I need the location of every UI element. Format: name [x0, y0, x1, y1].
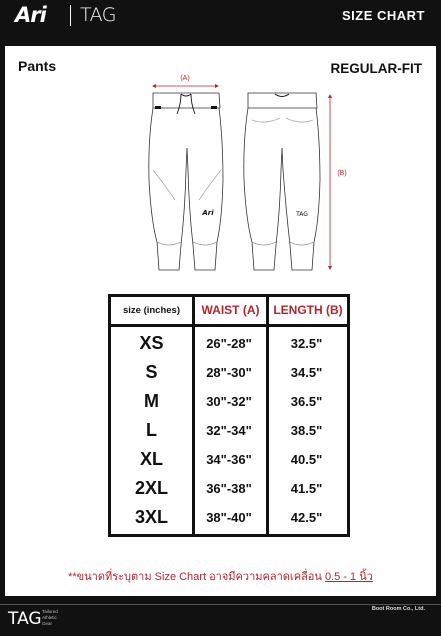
size-cell: L: [146, 420, 157, 440]
front-pocket-left: [155, 106, 161, 109]
length-cell: 42.5": [290, 510, 323, 525]
waist-cell: 32"-34": [206, 423, 252, 438]
waist-cell: 38"-40": [206, 510, 252, 525]
waist-cell: 26"-28": [206, 336, 252, 351]
size-chart-panel: [5, 46, 436, 596]
tag-logo: TAG: [80, 4, 117, 26]
table-row: [111, 358, 347, 387]
pants-diagram: [135, 70, 365, 300]
length-cell: 41.5": [290, 481, 323, 496]
label-a: (A): [180, 75, 190, 82]
header-waist: WAIST (A): [192, 297, 266, 324]
table-row: [111, 503, 347, 532]
ari-logo: Ari: [15, 3, 46, 27]
footer-company: Boot Room Co., Ltd.: [371, 606, 425, 612]
table-row: [111, 445, 347, 474]
length-cell: 38.5": [290, 423, 323, 438]
page-title: SIZE CHART: [342, 8, 425, 23]
note-text: **ขนาดที่ระบุตาม Size Chart อาจมีความคลาดเคลื่อน: [68, 571, 325, 583]
table-row: [111, 329, 347, 358]
waist-cell: 28"-30": [206, 365, 252, 380]
size-cell: XS: [139, 333, 164, 353]
front-logo: Ari: [202, 209, 214, 217]
table-body: [111, 327, 347, 534]
size-cell: M: [144, 391, 159, 411]
length-cell: 36.5": [290, 394, 323, 409]
front-drawstring: [177, 94, 195, 114]
front-waistband: [181, 94, 191, 96]
tolerance-note: [5, 567, 436, 585]
size-table: [108, 294, 350, 537]
table-row: [111, 474, 347, 503]
table-header: [111, 297, 347, 327]
logo-divider: [70, 5, 71, 26]
length-cell: 40.5": [290, 452, 323, 467]
header-length: LENGTH (B): [266, 297, 347, 324]
note-range: 0.5 - 1 นิ้ว: [324, 571, 373, 583]
tagline-line: Tailored: [42, 609, 58, 614]
footer-tag-logo: TAG: [8, 609, 42, 629]
size-cell: S: [145, 362, 158, 382]
back-pants: [244, 93, 320, 270]
footer-divider: [0, 604, 441, 605]
table-row: [111, 416, 347, 445]
back-waistband-top: [275, 94, 289, 97]
waist-cell: 36"-38": [206, 481, 252, 496]
waist-cell: 34"-36": [206, 452, 252, 467]
length-cell: 34.5": [290, 365, 323, 380]
product-category: Pants: [18, 58, 57, 74]
front-pocket-right: [211, 106, 217, 109]
length-arrow-bottom-head: [328, 266, 332, 270]
size-cell: XL: [139, 449, 163, 469]
tagline-line: Athletic: [42, 615, 57, 620]
size-cell: 2XL: [134, 478, 168, 498]
header-size: size (inches): [122, 305, 181, 316]
length-arrow-top-head: [328, 94, 332, 98]
front-pants: [149, 93, 223, 270]
length-cell: 32.5": [290, 336, 323, 351]
tagline-line: Gear: [42, 621, 53, 626]
waist-cell: 30"-32": [206, 394, 252, 409]
back-logo: TAG: [296, 211, 308, 218]
footer-tagline: [42, 609, 58, 627]
table-row: [111, 387, 347, 416]
waist-arrow-left-head: [152, 84, 156, 88]
size-cell: 3XL: [134, 507, 168, 527]
header-bar: [0, 0, 441, 31]
waist-arrow-right-head: [215, 84, 219, 88]
fit-type: REGULAR-FIT: [330, 61, 422, 76]
label-b: (B): [337, 170, 347, 177]
